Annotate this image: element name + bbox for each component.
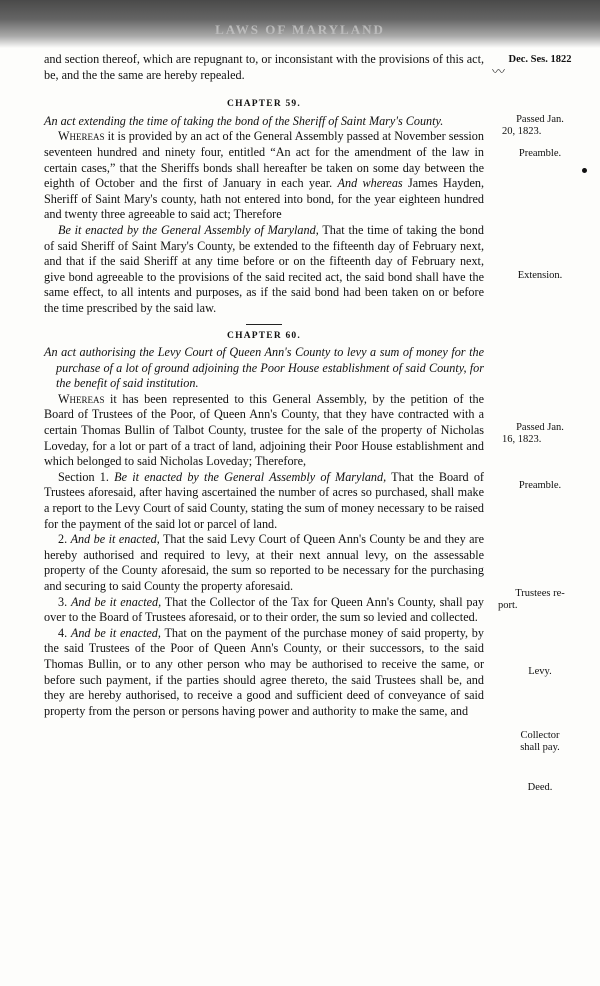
section-3-number: 3. [58,594,68,609]
opening-paragraph: and section thereof, which are repugnant to, or inconsistant with the provisions of this act, be, and the the same are hereby repealed. [44,52,484,82]
trustees-line1: Trustees re- [515,588,565,599]
and-whereas: And whereas [337,176,403,191]
section-3-text: That the Collector of the Tax for Queen Ann's County, shall pay over to the Board of Trustees aforesaid, or to their order, the sum so levied and collected. [44,594,484,625]
section-2-text: That the said Levy Court of Queen Ann's County be and they are hereby authorised and required to levy, at their next annual levy, on the assessable property of the County aforesaid, the sum so reported to be necessary for the purchasing and securing to said County the property aforesaid. [44,532,484,593]
passed-59-line1: Passed Jan. [516,114,564,125]
preamble-text-2: James Hayden, Sheriff of Saint Mary's county, hath not entered into bond, for the year eighteen hundred and twenty three agreeable to said act; Therefore [44,176,484,222]
section-4 [44,626,484,720]
main-text-column [44,52,484,719]
section-2-number: 2. [58,532,68,547]
section-4-lead: And be it enacted, [70,625,161,640]
collector-line2: shall pay. [520,742,560,753]
section-3-lead: And be it enacted, [70,594,162,609]
whereas-lead: Whereas [58,391,105,406]
section-1-text: That the Board of Trustees aforesaid, after having ascertained the number of acres so purchased, shall make a report to the Levy Court of said County, stating the sum of money necessary to be raised for the payment of the said lot or parcel of land. [44,469,484,531]
extension-note: Extension. [517,270,563,281]
preamble-text: it has been represented to this General Assembly, by the petition of the Board of Trustees of the Poor, of Queen Ann's County, that they have contracted with a certain Thomas Bullin of Talbot County, trustee for the sale of the property of Nicholas Loveday, for a lot or part of a tract of land, adjoining their Poor House establishment and which belonged to said Nicholas Loveday; Therefore, [44,391,484,469]
squiggle-mark: 〰 [492,64,505,79]
preamble-note-59: Preamble. [518,148,562,159]
chapter-60-heading: CHAPTER 60. [227,330,301,341]
session-note [484,54,596,78]
deed-note: Deed. [527,782,553,793]
passed-60-line2: 16, 1823. [502,434,542,445]
running-title: LAWS OF MARYLAND [215,22,385,37]
section-2 [44,532,484,594]
chapter-60-preamble [44,392,484,470]
whereas-lead: Whereas [58,129,105,144]
collector-note [484,730,596,754]
passed-note-60 [484,422,596,446]
section-3 [44,595,484,626]
trustees-note [484,588,596,612]
levy-note: Levy. [528,666,552,677]
collector-line1: Collector [520,730,560,741]
section-2-lead: And be it enacted, [70,532,160,547]
passed-note-59 [484,114,596,138]
passed-59-line2: 20, 1823. [502,126,542,137]
chapter-59-title: An act extending the time of taking the bond of the Sheriff of Saint Mary's County. [44,113,444,128]
section-divider [246,324,282,325]
section-1 [44,470,484,532]
section-1-lead: Be it enacted by the General Assembly of Maryland, [114,469,387,484]
enact-text: That the time of taking the bond of said Sheriff of Saint Mary's County, be extended to the fifteenth day of February next, and that if the said Sheriff at any time before or on the fifteenth day of February next, give bond agreeable to the provisions of the said recited act, the said bond shall have the same effect, to all intents and purposes, as if the said bond had been taken on or before the time prescribed by the said law. [44,222,484,315]
section-1-number: Section 1. [58,469,109,484]
session-label: Dec. Ses. 1822 [508,54,572,65]
ink-spot [582,168,587,173]
enact-lead: Be it enacted by the General Assembly of Maryland, [58,222,319,237]
chapter-59-preamble [44,129,484,223]
chapter-59-heading: CHAPTER 59. [227,99,301,110]
preamble-text-1: it is provided by an act of the General Assembly passed at November session seventeen hundred and ninety four, entitled “An act for the amendment of the law in certain cases,” that the Sheriffs bonds shall hereafter be taken on some day between the eighth of October and the first of January in each year. [44,129,484,191]
chapter-59-enactment [44,223,484,317]
passed-60-line1: Passed Jan. [516,422,564,433]
trustees-line2: port. [498,600,518,611]
section-4-text: That on the payment of the purchase money of said property, by the said Trustees of the Poor of Queen Ann's County, or their successors, to the said Thomas Bullin, or to any other person who may be authorised to receive the same, or before such payment, if the parties should agree thereto, the said Trustees shall be, and they are hereby authorised, to receive a good and sufficient deed of conveyance of said property from the person or persons having power and authority to make the same, and [44,625,484,718]
preamble-note-60: Preamble. [518,480,562,491]
section-4-number: 4. [58,625,68,640]
chapter-60-title: An act authorising the Levy Court of Queen Ann's County to levy a sum of money for the purchase of a lot of ground adjoining the Poor House establishment of said County, for the benefit of said institution. [44,345,484,391]
